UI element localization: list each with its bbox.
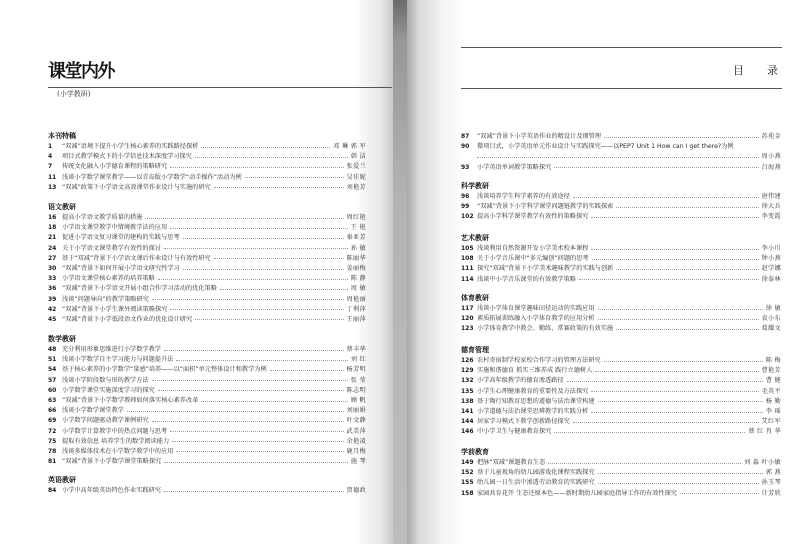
page-number: 45 [48, 315, 57, 323]
author-name: 周小燕 [761, 153, 781, 161]
page-number: 54 [48, 366, 57, 374]
leader-dots [195, 319, 343, 320]
toc-entry [461, 387, 781, 397]
article-title: “双减”背景下如何开展小学语文研究性学习 [62, 264, 180, 272]
leader-dots [164, 462, 348, 463]
article-title: 传统文化融入小学德育课程的策略研究 [62, 163, 168, 171]
page-gutter [393, 0, 407, 544]
author-name: 袁小东 [761, 315, 781, 323]
leader-dots [176, 451, 343, 452]
author-name: 毛英平 [761, 387, 781, 395]
author-name: 张爱兰 [346, 163, 366, 171]
page-number: 57 [48, 376, 57, 384]
page-number: 84 [48, 487, 57, 494]
article-title: 实施和谐德育 抓实三维养成 践行立德树人 [477, 367, 593, 375]
toc-entry [461, 192, 781, 202]
article-title: 浅谈多媒体技术在小学数学教学中的应用 [62, 447, 174, 455]
leader-dots [164, 491, 344, 492]
author-name: 李小川 [761, 245, 781, 252]
leader-dots [591, 249, 758, 250]
leader-dots [598, 309, 763, 310]
leader-dots [477, 157, 759, 158]
leader-dots [604, 361, 763, 362]
page-number: 30 [48, 264, 57, 272]
toc-entry [461, 264, 781, 274]
article-title: 小学语文课堂教学中情境教学法的应用 [62, 224, 168, 232]
leader-dots [598, 473, 763, 474]
table-of-contents-left [48, 0, 366, 544]
toc-entry [48, 284, 366, 294]
toc-entry [461, 468, 781, 478]
leader-dots [245, 177, 344, 178]
toc-section [48, 202, 366, 325]
article-title: 居家学习模式下教学创新路径探究 [477, 418, 570, 426]
author-name: 葛耀文 [761, 325, 781, 333]
page-number: 51 [48, 356, 57, 364]
toc-entry [48, 396, 366, 406]
page-number: 69 [48, 417, 57, 425]
article-title: 微项目式，小学英语单元作业设计与实践探究——以PEP7 Unit 1 How can I get there?为例 [477, 143, 734, 151]
toc-entry [461, 132, 781, 142]
page-number: 132 [461, 377, 474, 385]
page-number: 39 [48, 295, 57, 303]
leader-dots [598, 401, 763, 402]
author-name: 赵学娜 [761, 265, 781, 273]
toc-entry [461, 356, 781, 366]
author-name: 唐伟建 [761, 193, 781, 200]
author-name: 周艳丽 [346, 295, 366, 303]
page-number: 117 [461, 305, 474, 312]
toc-entry [461, 212, 781, 222]
left-page [0, 0, 393, 544]
toc-entry [461, 478, 781, 488]
article-title: “双减”语境下提升小学生核心素养的实践路径探析 [62, 143, 199, 150]
author-name: 张 莹 [350, 376, 366, 384]
toc-section [461, 345, 781, 438]
author-name: 刘艳芳 [346, 183, 366, 191]
page-number: 126 [461, 357, 474, 364]
toc-entry [48, 233, 366, 243]
article-title: “双减”政策下小学语文高效课堂作业设计与实施的研究 [62, 183, 211, 191]
toc-entry [48, 355, 366, 365]
article-title: 基于核心素养的小学数学“量感”培养——以“面积”单元整体设计和教学为例 [62, 366, 267, 374]
toc-entry [461, 489, 781, 499]
author-name: 李 瑶 [765, 407, 781, 415]
toc-entry [48, 213, 366, 223]
leader-dots [145, 218, 343, 219]
article-title: 促进小学语文复习课堂的建构的实践与思考 [62, 234, 180, 242]
article-title: 中小学卫生与健康教育探究 [477, 428, 552, 436]
article-title: 浅谈小学体育课堂趣味田径运动的实践应用 [477, 305, 595, 312]
page-number: 155 [461, 479, 474, 487]
article-title: “双减”背景下小学低段语文作业的优化设计研究 [62, 315, 193, 323]
author-name: 邓 琳 郭 军 [333, 143, 366, 150]
author-name: 陈 梅 [765, 357, 781, 364]
author-name: 陈志明 [346, 386, 366, 394]
leader-dots [592, 259, 759, 260]
author-name: 李变霞 [761, 213, 781, 221]
toc-section [48, 475, 366, 496]
table-of-contents-right [461, 0, 781, 544]
article-title: 把脉“双减”课题教育生态 [477, 459, 546, 466]
article-title: 小学语文课堂核心素养的培养策略 [62, 275, 155, 283]
leader-dots [170, 167, 343, 168]
toc-entry [461, 202, 781, 212]
page-number: 75 [48, 437, 57, 445]
article-title: 小学数学问题驱动教学课例研究 [62, 417, 149, 425]
page-number: 13 [48, 183, 57, 191]
toc-entry [48, 152, 366, 162]
page-number: 90 [461, 143, 470, 151]
page-number: 123 [461, 325, 474, 333]
page-number: 33 [48, 275, 57, 283]
section-heading: 英语教研 [48, 476, 76, 484]
page-number: 87 [461, 133, 470, 140]
author-name: 吕海燕 [761, 163, 781, 171]
toc-entry [48, 437, 366, 447]
page-number: 18 [48, 224, 57, 232]
article-title: 基于“双减”背景下小学语文课后作业设计与有效性研究 [62, 254, 211, 262]
author-name: 王丽萍 [346, 315, 366, 323]
journal-subtitle: (小学教研) [57, 90, 91, 98]
page-number: 149 [461, 459, 474, 466]
article-title: 小学数学计算教学中的热点问题与思考 [62, 427, 168, 435]
page-number: 16 [48, 214, 57, 221]
section-heading: 本刊特稿 [48, 132, 76, 140]
author-name: 陈丽华 [346, 254, 366, 262]
page-number: 81 [48, 458, 57, 466]
page-number: 152 [461, 469, 474, 477]
author-name: 杨 勤 [765, 397, 781, 405]
author-name: 鹿月梅 [346, 447, 366, 455]
author-name: 贾德政 [346, 487, 366, 494]
article-title: 浅谈“问题导向”的教学策略研究 [62, 295, 149, 303]
article-title: 关于小学语文课堂教学有效性的探讨 [62, 244, 161, 252]
leader-dots [598, 483, 759, 484]
toc-entry [48, 162, 366, 172]
page-number: 63 [48, 396, 57, 404]
page-number: 111 [461, 265, 474, 273]
page-number: 27 [48, 254, 57, 262]
leader-dots [573, 197, 759, 198]
toc-entry [48, 315, 366, 325]
author-name: 施 琴 [350, 458, 366, 466]
author-name: 刘 红 [350, 356, 366, 364]
page-number: 96 [461, 193, 470, 200]
article-title: 素质拓展训练融入小学体育教学的应用分析 [477, 315, 595, 323]
page-number: 21 [48, 234, 57, 242]
leader-dots [220, 289, 348, 290]
article-title: 小学数学课堂实施深度学习的探究 [62, 386, 155, 394]
author-name: 郭 燕 [765, 469, 781, 477]
author-name: 徐大兵 [761, 203, 781, 211]
page-number: 99 [461, 203, 470, 211]
leader-dots [554, 167, 758, 168]
toc-section [461, 233, 781, 285]
toc-entry [461, 142, 781, 162]
leader-dots [270, 370, 344, 371]
toc-entry [461, 417, 781, 427]
author-name: 周红艳 [346, 214, 366, 221]
leader-dots [183, 269, 344, 270]
article-title: 探究“双减”背景下小学美术趣味教学的实践与创新 [477, 265, 614, 273]
leader-dots [579, 279, 759, 280]
toc-section [461, 447, 781, 499]
leader-dots [548, 463, 741, 464]
toc-entry [48, 365, 366, 375]
article-title: 小学英语单词教学策略探究 [477, 163, 552, 171]
page-number: 48 [48, 346, 57, 353]
leader-dots [573, 422, 759, 423]
leader-dots [567, 381, 763, 382]
leader-dots [170, 309, 343, 310]
author-name: 徐 敏 [765, 305, 781, 312]
page-number: 108 [461, 255, 474, 263]
page-number: 66 [48, 407, 57, 415]
author-name: 韩 洁 [350, 153, 366, 161]
author-name: 曹 健 [765, 377, 781, 385]
toc-entry [461, 314, 781, 324]
article-title: 浅谈小学数学课堂教学 [62, 407, 124, 415]
page-number: 120 [461, 315, 474, 323]
article-title: 小学中高年级英语特色作业实践研究 [62, 487, 161, 494]
author-name: 孙 敏 [350, 244, 366, 252]
toc-entry [461, 304, 781, 314]
toc-entry [48, 183, 366, 193]
article-title: 浅谈小学数学课堂教学——以青岛版小学数学“动手操作”活动为例 [62, 173, 242, 181]
article-title: 小学体育教学中教会、勤练、常赛政策的有效实施 [477, 325, 614, 333]
author-name: 王 艳 [350, 224, 366, 232]
leader-dots [172, 441, 343, 442]
author-name: 孙玉琴 [761, 479, 781, 487]
author-name: 钟小燕 [761, 255, 781, 263]
toc-section [461, 132, 781, 173]
author-name: 叶文静 [346, 417, 366, 425]
article-title: 提高小学语文教学质量的措施 [62, 214, 143, 221]
page-number: 102 [461, 213, 474, 221]
leader-dots [158, 390, 344, 391]
toc-entry [461, 324, 781, 334]
author-name: 陈 静 [350, 275, 366, 283]
page-number: 105 [461, 245, 474, 252]
page-number: 78 [48, 447, 57, 455]
leader-dots [598, 319, 759, 320]
toc-entry [48, 376, 366, 386]
author-name: 秦亚芳 [346, 234, 366, 242]
author-name: 余艳凌 [346, 437, 366, 445]
article-title: “双减”背景下小学科学课堂问题链教学的实践探索 [477, 203, 614, 211]
author-name: 武美萍 [346, 427, 366, 435]
toc-entry [48, 295, 366, 305]
article-title: 幼儿园一日生活中渗透劳动教育的实践研究 [477, 479, 595, 487]
leader-dots [176, 360, 347, 361]
page-number: 7 [48, 163, 53, 171]
article-title: 家园共育花开 生态还原本色——新时期幼儿园家庭指导工作的有效性探究 [477, 489, 677, 497]
journal-title: 课堂内外 [48, 61, 114, 82]
contents-title: 目 录 [733, 64, 784, 77]
page-number: 141 [461, 407, 474, 415]
article-title: 关于小学音乐课中“多元编创”问题的思考 [477, 255, 589, 263]
page-number: 146 [461, 428, 474, 436]
page-number: 114 [461, 275, 474, 283]
right-page [407, 0, 800, 544]
toc-section [48, 131, 366, 193]
leader-dots [591, 391, 758, 392]
toc-entry [48, 142, 366, 152]
article-title: “双减”背景下小学生课外阅读策略探究 [62, 305, 168, 313]
leader-dots [201, 147, 330, 148]
article-title: 浅谈培养学生科学素养的有效途径 [477, 193, 570, 200]
leader-dots [604, 137, 759, 138]
section-heading: 语文教研 [48, 203, 76, 211]
section-heading: 艺术教研 [461, 234, 489, 242]
leader-dots [170, 431, 343, 432]
leader-dots [201, 401, 347, 402]
page-number: 138 [461, 397, 474, 405]
page-number: 36 [48, 285, 57, 293]
leader-dots [158, 279, 348, 280]
author-name: 杨芳明 [346, 366, 366, 374]
article-title: “双减”背景下小学数学课堂策略探究 [62, 458, 162, 466]
leader-dots [591, 412, 762, 413]
leader-dots [195, 157, 348, 158]
toc-entry [48, 173, 366, 183]
leader-dots [170, 228, 348, 229]
article-title: 小学生心理健康教育的重要性及方法探究 [477, 387, 589, 395]
toc-entry [48, 457, 366, 467]
article-title: 提取有效信息 培养学生的数学阅读能力 [62, 437, 170, 445]
leader-dots [152, 421, 344, 422]
leader-dots [127, 411, 344, 412]
toc-section [461, 293, 781, 335]
author-name: 姜丽梅 [346, 264, 366, 272]
leader-dots [183, 238, 344, 239]
toc-entry [461, 458, 781, 468]
leader-dots [616, 269, 758, 270]
article-title: 浅谈利用自然资源开发小学美术校本课程 [477, 245, 589, 252]
author-name: 蔡 红 肖 华 [748, 428, 781, 436]
toc-entry [48, 427, 366, 437]
toc-entry [461, 397, 781, 407]
author-name: 吴佳妮 [346, 173, 366, 181]
article-title: 浅谈小学数学自主学习能力与问题提升法 [62, 356, 174, 364]
leader-dots [591, 217, 758, 218]
toc-entry [461, 275, 781, 285]
page-number: 11 [48, 173, 57, 181]
author-name: 计芳欣 [761, 489, 781, 497]
page-number: 158 [461, 489, 474, 497]
leader-dots [214, 187, 344, 188]
toc-entry [461, 407, 781, 417]
author-name: 苏苑金 [761, 133, 781, 140]
article-title: 农村寄宿制学校家校合作学习的管理方法研究 [477, 357, 601, 364]
leader-dots [164, 350, 344, 351]
toc-entry [461, 163, 781, 173]
leader-dots [152, 380, 348, 381]
toc-section [48, 334, 366, 467]
toc-entry [48, 486, 366, 496]
article-title: 浅谈小学阶段数与形的教学方法 [62, 376, 149, 384]
page-number: 129 [461, 367, 474, 375]
toc-entry [48, 254, 366, 264]
toc-entry [48, 416, 366, 426]
toc-entry [48, 264, 366, 274]
toc-entry [48, 223, 366, 233]
page-number: 93 [461, 163, 470, 171]
page-number: 4 [48, 153, 53, 161]
article-title: 项目式教学模式下的小学信息技术深度学习探究 [62, 153, 192, 161]
section-heading: 学前教育 [461, 448, 489, 456]
toc-entry [461, 366, 781, 376]
author-name: 周 敏 [350, 285, 366, 293]
leader-dots [152, 299, 344, 300]
toc-entry [48, 406, 366, 416]
article-title: 提高小学科学课堂教学有效性的策略探究 [477, 213, 589, 221]
article-title: 小学高年级教学的德育渗透路径 [477, 377, 564, 385]
article-title: 充分利用形象思维进行小学数学教学 [62, 346, 161, 353]
author-name: 刘 淼 叶小敏 [744, 459, 781, 466]
section-heading: 体育教研 [461, 294, 489, 302]
toc-entry [48, 345, 366, 355]
page-number: 24 [48, 244, 57, 252]
toc-entry [461, 254, 781, 264]
article-title: 基于陶行知教育思想的道德与法治课堂构建 [477, 397, 595, 405]
toc-entry [461, 376, 781, 386]
toc-entry [461, 244, 781, 254]
author-name: 蔡丰华 [346, 346, 366, 353]
author-name: 刘丽娟 [346, 407, 366, 415]
page-number: 60 [48, 386, 57, 394]
author-name: 丁利萍 [346, 305, 366, 313]
toc-entry [461, 427, 781, 437]
section-heading: 德育管理 [461, 346, 489, 354]
leader-dots [680, 493, 759, 494]
author-name: 顾 帆 [350, 396, 366, 404]
article-title: 基于儿童视角的幼儿园游戏化课程实践探究 [477, 469, 595, 477]
toc-entry [48, 386, 366, 396]
article-title: “双减”背景下小学语文开展小组合作学习活动的优化策略 [62, 285, 217, 293]
author-name: 徐泰林 [761, 275, 781, 283]
page-number: 1 [48, 143, 53, 150]
leader-dots [595, 371, 758, 372]
section-heading: 科学教研 [461, 182, 489, 190]
article-title: 浅谈中小学音乐课堂的有效教学策略 [477, 275, 576, 283]
article-title: 小学道德与法治课堂思辨教学的实践分析 [477, 407, 589, 415]
page-number: 144 [461, 418, 474, 426]
leader-dots [164, 248, 348, 249]
toc-entry [48, 244, 366, 254]
page-number: 42 [48, 305, 57, 313]
section-heading: 数学教研 [48, 335, 76, 343]
article-title: “双减”背景下小学数学教师如何落实核心素养改革 [62, 396, 199, 404]
leader-dots [214, 258, 344, 259]
toc-entry [48, 274, 366, 284]
article-title: “双减”背景下小学英语作业的精设计及细管理 [477, 133, 601, 140]
page-number: 135 [461, 387, 474, 395]
author-name: 曹艳芳 [761, 367, 781, 375]
leader-dots [554, 432, 745, 433]
leader-dots [616, 207, 758, 208]
page-number: 72 [48, 427, 57, 435]
toc-section [461, 181, 781, 223]
author-name: 艾红军 [761, 418, 781, 426]
leader-dots [616, 329, 758, 330]
toc-entry [48, 305, 366, 315]
toc-entry [48, 447, 366, 457]
